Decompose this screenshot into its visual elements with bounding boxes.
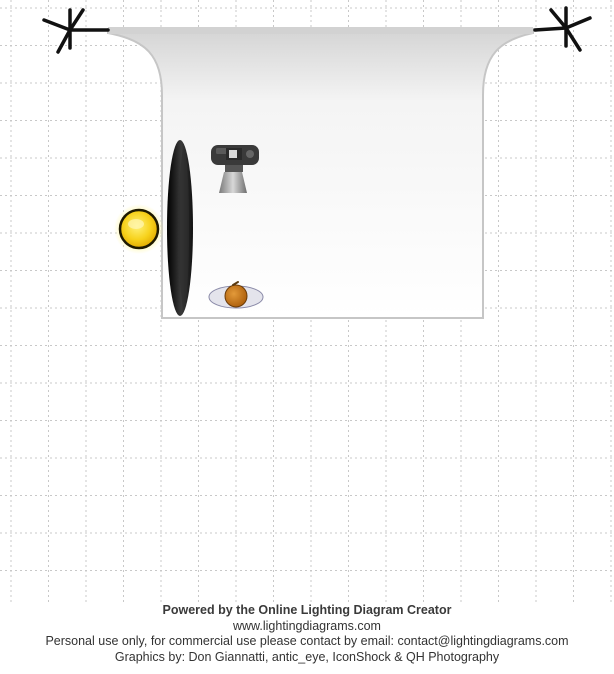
license-text: Personal use only, for commercial use please contact by email: contact@lightingdiagrams.com (45, 634, 569, 648)
credits-text: Graphics by: Don Giannatti, antic_eye, IconShock & QH Photography (114, 649, 500, 664)
website-link[interactable]: www.lightingdiagrams.com (233, 618, 381, 633)
footer (0, 603, 614, 665)
backdrop-stand-left-icon[interactable] (44, 10, 108, 52)
flash-light-icon[interactable] (114, 204, 164, 254)
powered-by-text: Powered by the Online Lighting Diagram Creator (162, 603, 452, 617)
reflector-panel-icon[interactable] (167, 140, 193, 316)
backdrop-stand-right-icon[interactable] (535, 8, 590, 50)
